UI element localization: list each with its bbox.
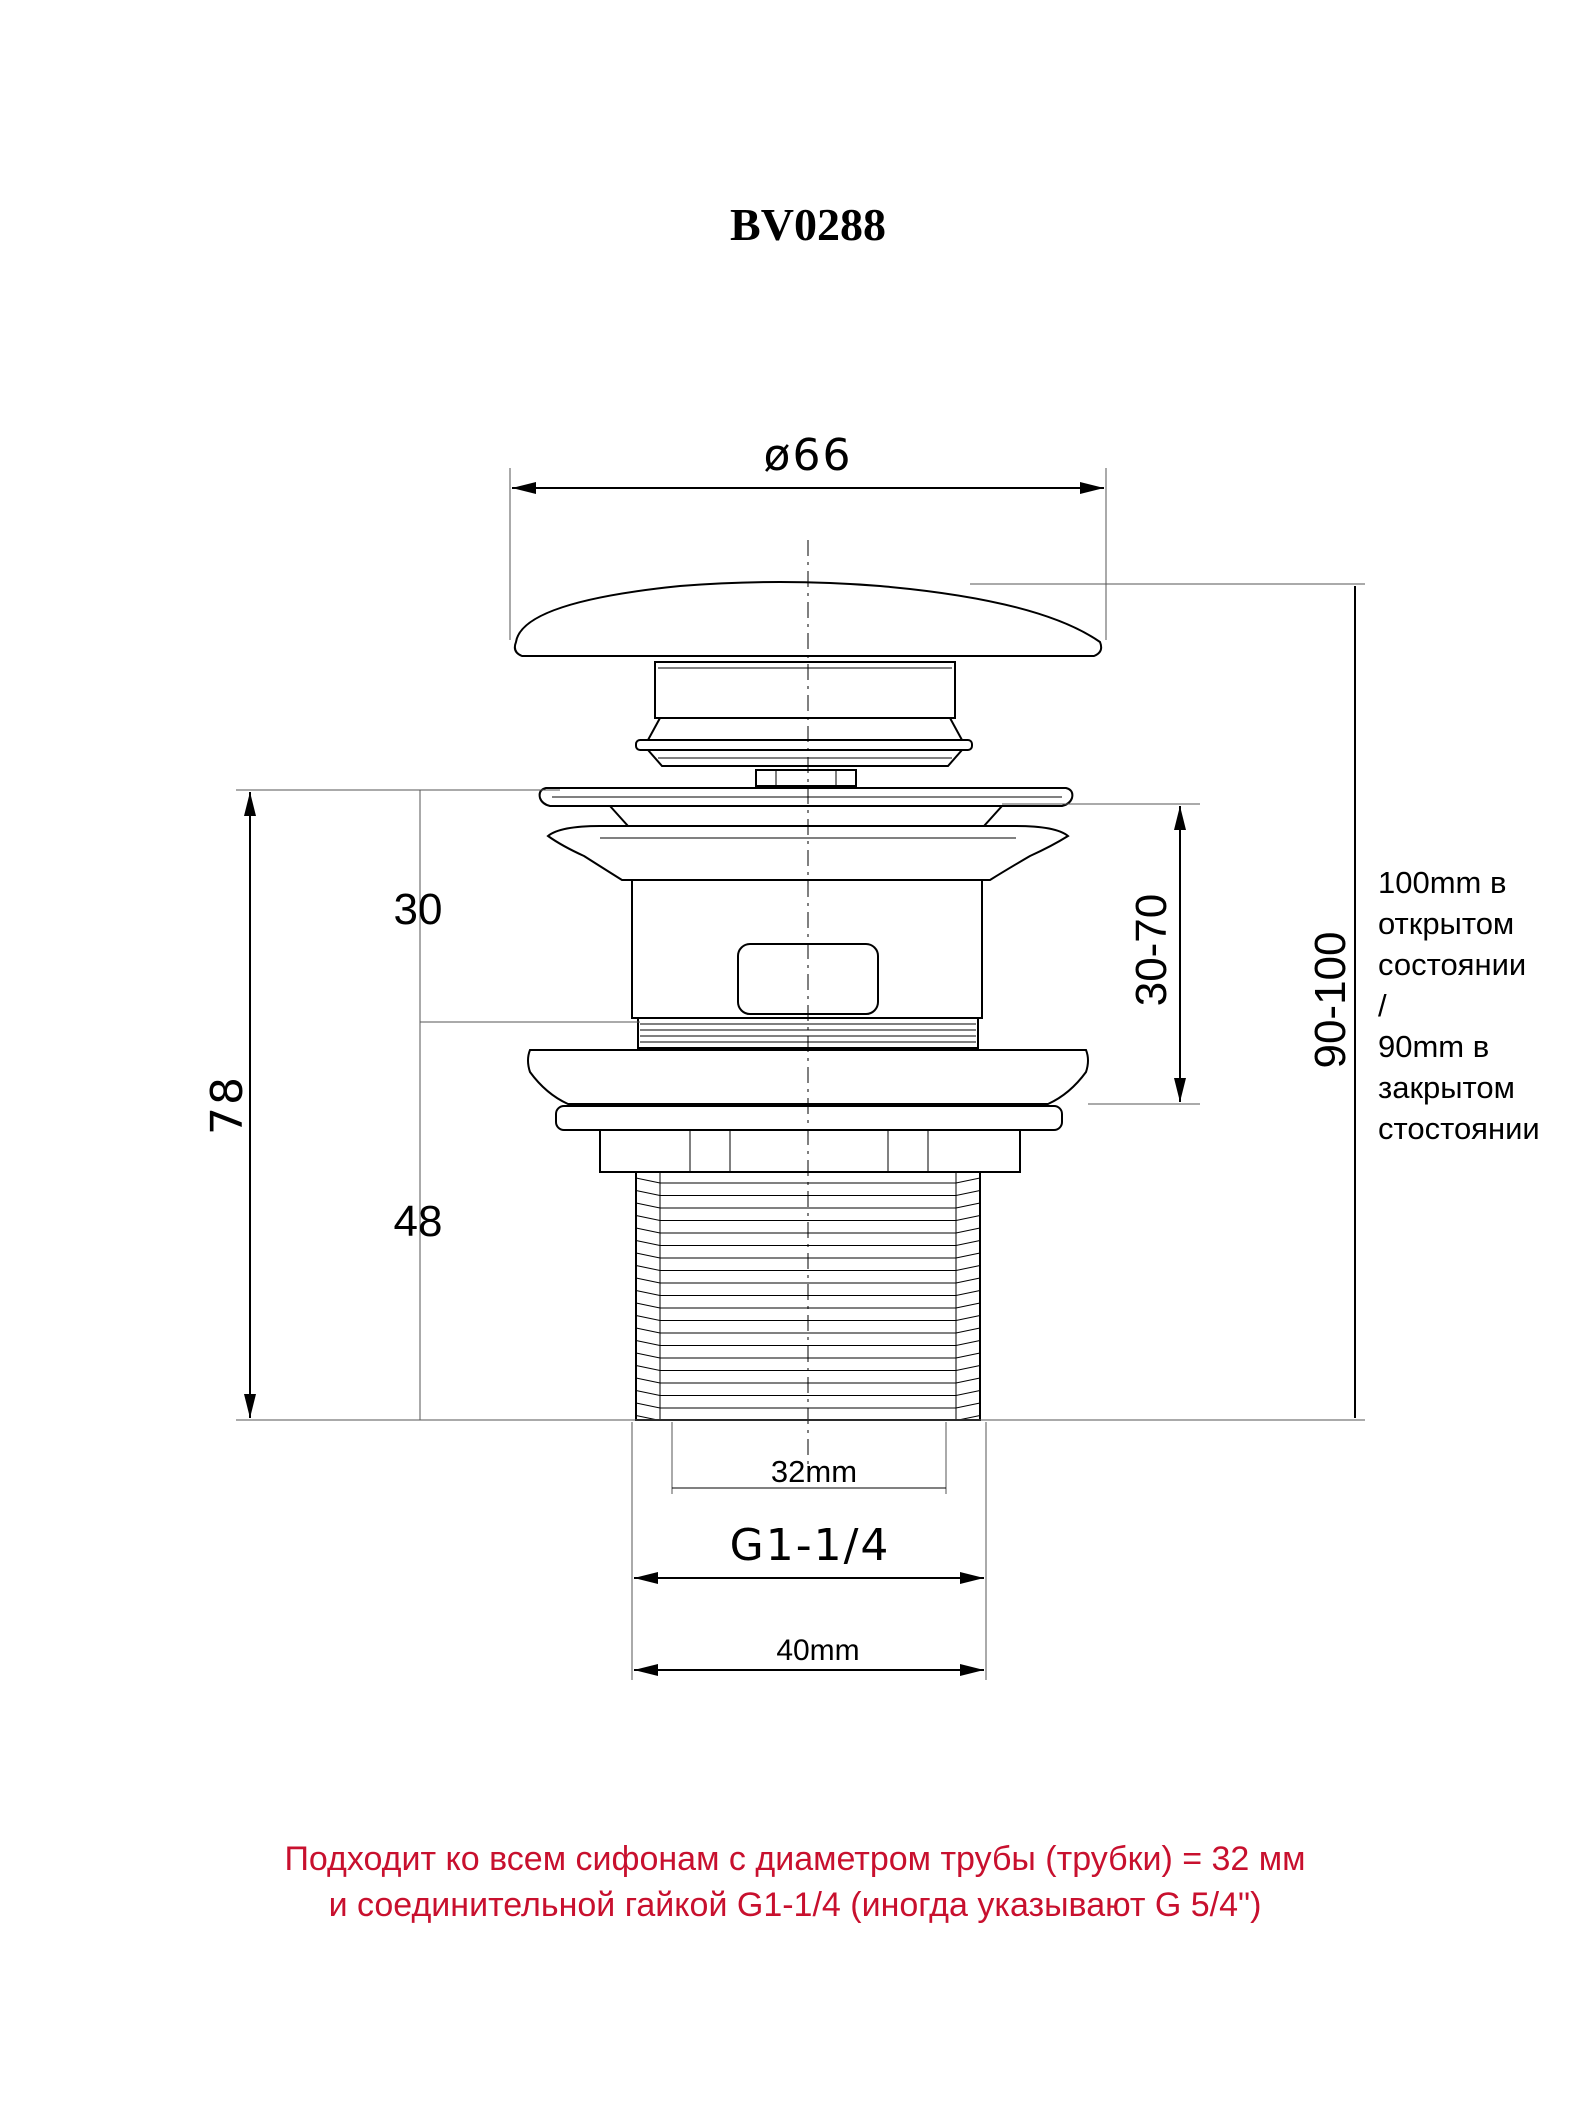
compatibility-caption xyxy=(0,1836,1590,1928)
height-note-line: / xyxy=(1378,988,1387,1023)
height-note-line: открытом xyxy=(1378,906,1515,941)
body xyxy=(632,880,982,1018)
label-lower-part: 48 xyxy=(393,1197,443,1246)
height-note-line: 90mm в xyxy=(1378,1029,1490,1064)
height-note-line: закрытом xyxy=(1378,1070,1515,1105)
label-body-total: 78 xyxy=(202,1075,253,1135)
label-cap-diameter: ø66 xyxy=(763,430,853,481)
label-overall-height: 90-100 xyxy=(1306,931,1355,1069)
height-note-line: 100mm в xyxy=(1378,865,1507,900)
label-outer-width: 40mm xyxy=(776,1634,860,1667)
caption-line-2: и соединительной гайкой G1-1/4 (иногда указывают G 5/4") xyxy=(328,1886,1262,1924)
drawing-title: BV0288 xyxy=(730,199,886,250)
label-upper-part: 30 xyxy=(393,885,443,934)
height-note-line: состоянии xyxy=(1378,947,1527,982)
label-thread: G1-1/4 xyxy=(729,1520,891,1571)
label-stroke: 30-70 xyxy=(1127,893,1176,1007)
height-note xyxy=(1378,862,1588,1149)
cap-stem xyxy=(636,662,972,786)
height-note-line: стостоянии xyxy=(1378,1111,1540,1146)
label-inner-pipe: 32mm xyxy=(770,1454,858,1489)
flange-plate xyxy=(540,788,1073,826)
caption-line-1: Подходит ко всем сифонам с диаметром трубы (трубки) = 32 мм xyxy=(284,1840,1306,1878)
